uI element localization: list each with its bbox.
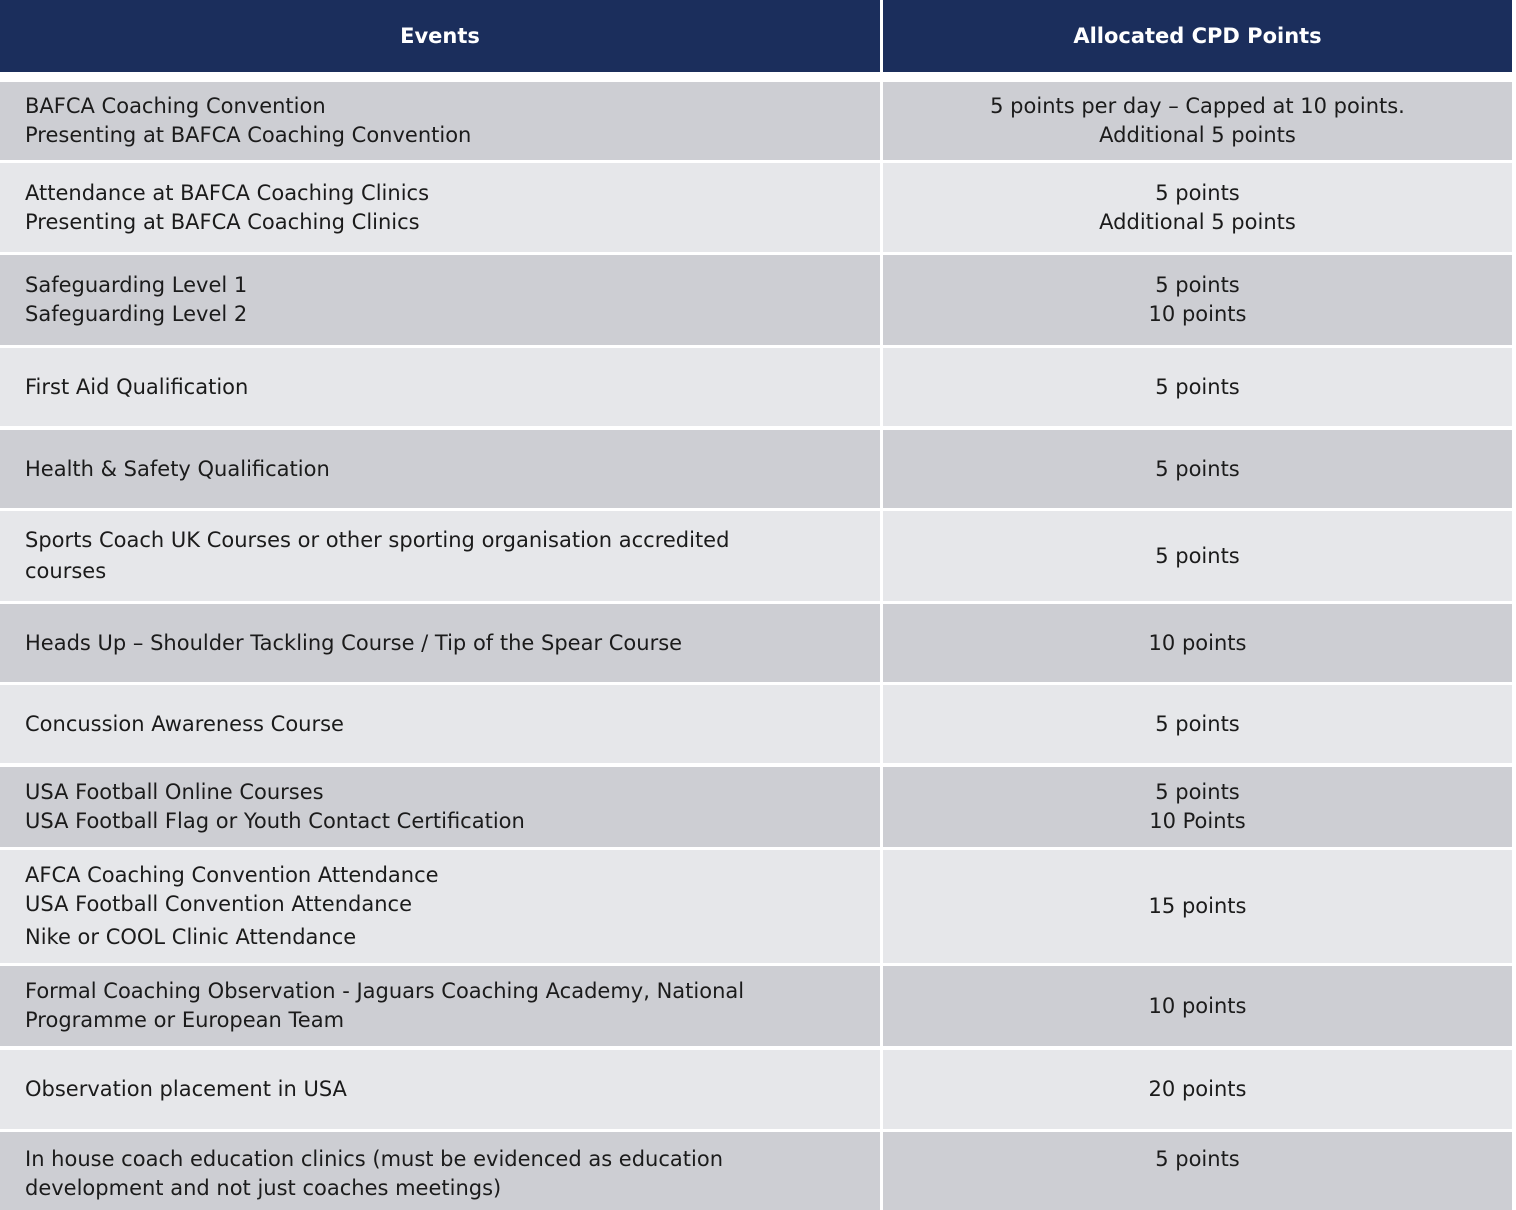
points-line: 5 points — [1155, 180, 1240, 205]
points-line: 10 points — [1148, 302, 1247, 326]
table-row — [0, 430, 1512, 508]
events-cell — [0, 604, 880, 682]
event-line: development and not just coaches meetings) — [25, 1176, 502, 1200]
table-row — [0, 511, 1512, 601]
events-cell — [0, 767, 880, 847]
table-row — [0, 767, 1512, 847]
event-line: USA Football Online Courses — [25, 780, 324, 804]
points-cell — [883, 163, 1512, 252]
table-row — [0, 163, 1512, 252]
table-row — [0, 685, 1512, 763]
events-cell — [0, 163, 880, 252]
points-cell — [883, 1050, 1512, 1129]
points-cell — [883, 1132, 1512, 1210]
event-line: Attendance at BAFCA Coaching Clinics — [25, 180, 430, 205]
table-row — [0, 850, 1512, 963]
header-points-label: Allocated CPD Points — [1073, 24, 1322, 48]
header-points — [883, 0, 1512, 72]
event-line: Nike or COOL Clinic Attendance — [25, 925, 357, 949]
points-cell — [883, 255, 1512, 345]
events-cell — [0, 966, 880, 1046]
points-line: 10 Points — [1149, 809, 1246, 833]
points-line: 15 points — [1148, 894, 1247, 918]
events-cell — [0, 430, 880, 508]
event-line: USA Football Convention Attendance — [25, 892, 412, 916]
events-cell — [0, 685, 880, 763]
points-cell — [883, 685, 1512, 763]
event-line: Formal Coaching Observation - Jaguars Coaching Academy, National — [25, 979, 745, 1003]
events-cell — [0, 1132, 880, 1210]
event-line: In house coach education clinics (must be evidenced as education — [25, 1147, 724, 1171]
table-row — [0, 604, 1512, 682]
events-cell — [0, 511, 880, 601]
points-line: 10 points — [1148, 630, 1247, 655]
event-line: Safeguarding Level 1 — [25, 273, 248, 297]
events-cell — [0, 1050, 880, 1129]
table-header-row — [0, 0, 1512, 72]
event-line: Observation placement in USA — [25, 1077, 347, 1101]
event-line: First Aid Qualification — [25, 374, 249, 399]
points-line: 10 points — [1148, 993, 1247, 1018]
event-line: Sports Coach UK Courses or other sporting organisation accredited — [25, 528, 730, 552]
events-cell — [0, 348, 880, 426]
points-line: 5 points — [1155, 1147, 1240, 1171]
event-line: Programme or European Team — [25, 1008, 345, 1032]
event-line: courses — [25, 559, 107, 583]
points-cell — [883, 767, 1512, 847]
table-row — [0, 255, 1512, 345]
header-events-label: Events — [400, 24, 480, 48]
events-cell — [0, 850, 880, 963]
points-cell — [883, 82, 1512, 160]
points-cell — [883, 511, 1512, 601]
points-cell — [883, 604, 1512, 682]
points-line: 5 points — [1155, 374, 1240, 399]
points-line: Additional 5 points — [1099, 209, 1296, 234]
points-line: 5 points — [1155, 780, 1240, 804]
event-line: Safeguarding Level 2 — [25, 302, 248, 326]
points-cell — [883, 430, 1512, 508]
header-events — [0, 0, 880, 72]
points-line: 5 points — [1155, 456, 1240, 481]
event-line: AFCA Coaching Convention Attendance — [25, 863, 439, 887]
event-line: Presenting at BAFCA Coaching Clinics — [25, 209, 420, 234]
event-line: USA Football Flag or Youth Contact Certification — [25, 809, 525, 833]
event-line: Health & Safety Qualification — [25, 456, 330, 481]
points-line: Additional 5 points — [1099, 123, 1296, 147]
event-line: Concussion Awareness Course — [25, 711, 344, 736]
points-line: 5 points per day – Capped at 10 points. — [990, 94, 1405, 118]
points-cell — [883, 850, 1512, 963]
table-row — [0, 82, 1512, 160]
points-line: 5 points — [1155, 273, 1240, 297]
points-line: 20 points — [1148, 1077, 1247, 1101]
event-line: BAFCA Coaching Convention — [25, 94, 326, 118]
table-row — [0, 966, 1512, 1046]
event-line: Heads Up – Shoulder Tackling Course / Tip of the Spear Course — [25, 630, 683, 655]
events-cell — [0, 255, 880, 345]
table-row — [0, 1050, 1512, 1129]
events-cell — [0, 82, 880, 160]
table-row — [0, 348, 1512, 426]
points-line: 5 points — [1155, 711, 1240, 736]
event-line: Presenting at BAFCA Coaching Convention — [25, 123, 472, 147]
points-cell — [883, 348, 1512, 426]
points-line: 5 points — [1155, 543, 1240, 568]
table-row — [0, 1132, 1512, 1210]
points-cell — [883, 966, 1512, 1046]
